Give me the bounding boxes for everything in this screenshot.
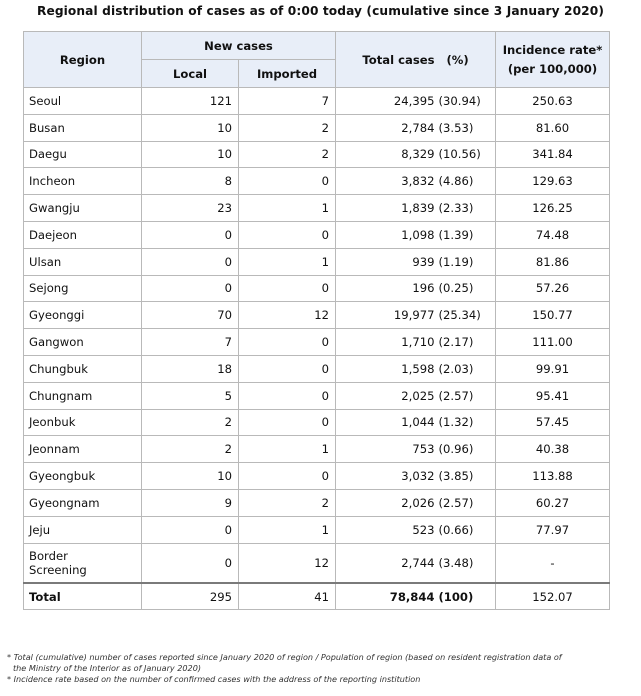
percent-header: (%) — [437, 32, 496, 88]
table-row — [24, 543, 610, 583]
incidence-rate-cell: 81.60 — [496, 114, 610, 141]
total-cases-cell: 3,032 — [336, 463, 437, 490]
percent-cell: (30.94) — [437, 88, 496, 115]
incidence-rate-cell: 57.26 — [496, 275, 610, 302]
incidence-rate-cell: 150.77 — [496, 302, 610, 329]
table-row — [24, 88, 610, 115]
table-body — [24, 88, 610, 610]
region-cell: Daegu — [24, 141, 142, 168]
region-cell: Gyeongnam — [24, 489, 142, 516]
region-cell: Total — [24, 583, 142, 610]
percent-cell: (0.96) — [437, 436, 496, 463]
total-cases-cell: 2,744 — [336, 543, 437, 583]
local-cell: 2 — [142, 436, 239, 463]
total-cases-cell: 2,025 — [336, 382, 437, 409]
table-row — [24, 195, 610, 222]
footnote-2: * Incidence rate based on the number of confirmed cases with the address of the reporting institution — [7, 674, 421, 685]
total-cases-cell: 1,098 — [336, 221, 437, 248]
total-cases-cell: 523 — [336, 516, 437, 543]
regional-cases-table — [23, 31, 610, 610]
table-row — [24, 302, 610, 329]
local-cell: 0 — [142, 275, 239, 302]
table-row — [24, 436, 610, 463]
imported-cell: 1 — [239, 195, 336, 222]
local-cell: 0 — [142, 248, 239, 275]
imported-cell: 2 — [239, 141, 336, 168]
table-row — [24, 583, 610, 610]
region-cell: Chungbuk — [24, 355, 142, 382]
table-title: Regional distribution of cases as of 0:00 today (cumulative since 3 January 2020) — [36, 4, 605, 18]
percent-cell: (1.32) — [437, 409, 496, 436]
percent-cell: (0.25) — [437, 275, 496, 302]
region-cell: Sejong — [24, 275, 142, 302]
incidence-rate-cell: 126.25 — [496, 195, 610, 222]
percent-cell: (4.86) — [437, 168, 496, 195]
total-cases-cell: 24,395 — [336, 88, 437, 115]
local-cell: 0 — [142, 516, 239, 543]
region-cell: Busan — [24, 114, 142, 141]
local-cell: 70 — [142, 302, 239, 329]
imported-cell: 7 — [239, 88, 336, 115]
region-cell: Jeonnam — [24, 436, 142, 463]
total-cases-cell: 1,710 — [336, 329, 437, 356]
table-row — [24, 409, 610, 436]
imported-cell: 1 — [239, 516, 336, 543]
region-header: Region — [24, 32, 142, 88]
percent-cell: (3.85) — [437, 463, 496, 490]
local-cell: 0 — [142, 543, 239, 583]
percent-cell: (1.39) — [437, 221, 496, 248]
percent-cell: (2.33) — [437, 195, 496, 222]
incidence-rate-cell: 60.27 — [496, 489, 610, 516]
imported-cell: 2 — [239, 489, 336, 516]
local-cell: 0 — [142, 221, 239, 248]
region-cell: Jeju — [24, 516, 142, 543]
imported-cell: 0 — [239, 463, 336, 490]
percent-cell: (2.57) — [437, 382, 496, 409]
local-cell: 9 — [142, 489, 239, 516]
total-cases-cell: 78,844 — [336, 583, 437, 610]
table-row — [24, 463, 610, 490]
incidence-rate-header-line1: Incidence rate* — [502, 43, 603, 57]
table-row — [24, 114, 610, 141]
percent-cell: (0.66) — [437, 516, 496, 543]
incidence-rate-cell: 113.88 — [496, 463, 610, 490]
region-cell: Jeonbuk — [24, 409, 142, 436]
incidence-rate-cell: 250.63 — [496, 88, 610, 115]
percent-cell: (25.34) — [437, 302, 496, 329]
table-row — [24, 329, 610, 356]
incidence-rate-header-line2: (per 100,000) — [507, 62, 598, 76]
local-cell: 8 — [142, 168, 239, 195]
percent-cell: (2.03) — [437, 355, 496, 382]
total-cases-cell: 2,784 — [336, 114, 437, 141]
imported-cell: 1 — [239, 248, 336, 275]
total-cases-cell: 19,977 — [336, 302, 437, 329]
imported-cell: 0 — [239, 275, 336, 302]
table-row — [24, 248, 610, 275]
total-cases-cell: 2,026 — [336, 489, 437, 516]
local-header: Local — [142, 60, 239, 88]
local-cell: 5 — [142, 382, 239, 409]
region-cell: Seoul — [24, 88, 142, 115]
percent-cell: (1.19) — [437, 248, 496, 275]
local-cell: 10 — [142, 463, 239, 490]
percent-cell: (3.48) — [437, 543, 496, 583]
table-row — [24, 516, 610, 543]
total-cases-cell: 196 — [336, 275, 437, 302]
imported-cell: 0 — [239, 382, 336, 409]
table-row — [24, 382, 610, 409]
region-line: Screening — [29, 562, 87, 577]
local-cell: 121 — [142, 88, 239, 115]
incidence-rate-cell: - — [496, 543, 610, 583]
region-cell: Gyeongbuk — [24, 463, 142, 490]
imported-cell: 41 — [239, 583, 336, 610]
table-row — [24, 355, 610, 382]
imported-header: Imported — [239, 60, 336, 88]
incidence-rate-cell: 111.00 — [496, 329, 610, 356]
incidence-rate-cell: 77.97 — [496, 516, 610, 543]
table-row — [24, 275, 610, 302]
percent-cell: (100) — [437, 583, 496, 610]
region-line: Border — [29, 548, 68, 563]
total-cases-cell: 753 — [336, 436, 437, 463]
total-cases-cell: 1,044 — [336, 409, 437, 436]
region-cell: Incheon — [24, 168, 142, 195]
table-row — [24, 489, 610, 516]
imported-cell: 1 — [239, 436, 336, 463]
total-cases-cell: 3,832 — [336, 168, 437, 195]
total-cases-cell: 8,329 — [336, 141, 437, 168]
percent-cell: (2.17) — [437, 329, 496, 356]
region-cell: Chungnam — [24, 382, 142, 409]
local-cell: 10 — [142, 141, 239, 168]
imported-cell: 0 — [239, 221, 336, 248]
new-cases-header: New cases — [142, 32, 336, 60]
footnote-1: * Total (cumulative) number of cases reported since January 2020 of region / Population of region (based on resident registration data of — [7, 652, 562, 662]
local-cell: 295 — [142, 583, 239, 610]
percent-cell: (2.57) — [437, 489, 496, 516]
local-cell: 7 — [142, 329, 239, 356]
local-cell: 18 — [142, 355, 239, 382]
incidence-rate-cell: 341.84 — [496, 141, 610, 168]
table-row — [24, 221, 610, 248]
region-cell: Gwangju — [24, 195, 142, 222]
region-cell — [24, 543, 142, 583]
imported-cell: 2 — [239, 114, 336, 141]
table-row — [24, 141, 610, 168]
local-cell: 23 — [142, 195, 239, 222]
incidence-rate-cell: 40.38 — [496, 436, 610, 463]
imported-cell: 0 — [239, 168, 336, 195]
incidence-rate-header — [496, 32, 610, 88]
region-cell: Gangwon — [24, 329, 142, 356]
total-cases-header: Total cases — [336, 32, 437, 88]
imported-cell: 0 — [239, 355, 336, 382]
table-header — [24, 32, 610, 88]
total-cases-cell: 939 — [336, 248, 437, 275]
region-cell: Ulsan — [24, 248, 142, 275]
imported-cell: 12 — [239, 543, 336, 583]
total-cases-cell: 1,839 — [336, 195, 437, 222]
incidence-rate-cell: 99.91 — [496, 355, 610, 382]
footnote-1-cont: the Ministry of the Interior as of January 2020) — [13, 663, 202, 674]
imported-cell: 0 — [239, 409, 336, 436]
incidence-rate-cell: 152.07 — [496, 583, 610, 610]
region-cell: Daejeon — [24, 221, 142, 248]
imported-cell: 0 — [239, 329, 336, 356]
incidence-rate-cell: 81.86 — [496, 248, 610, 275]
table-row — [24, 168, 610, 195]
local-cell: 2 — [142, 409, 239, 436]
local-cell: 10 — [142, 114, 239, 141]
percent-cell: (10.56) — [437, 141, 496, 168]
region-cell: Gyeonggi — [24, 302, 142, 329]
footnotes — [7, 652, 635, 686]
incidence-rate-cell: 95.41 — [496, 382, 610, 409]
incidence-rate-cell: 57.45 — [496, 409, 610, 436]
percent-cell: (3.53) — [437, 114, 496, 141]
total-cases-cell: 1,598 — [336, 355, 437, 382]
incidence-rate-cell: 129.63 — [496, 168, 610, 195]
incidence-rate-cell: 74.48 — [496, 221, 610, 248]
imported-cell: 12 — [239, 302, 336, 329]
